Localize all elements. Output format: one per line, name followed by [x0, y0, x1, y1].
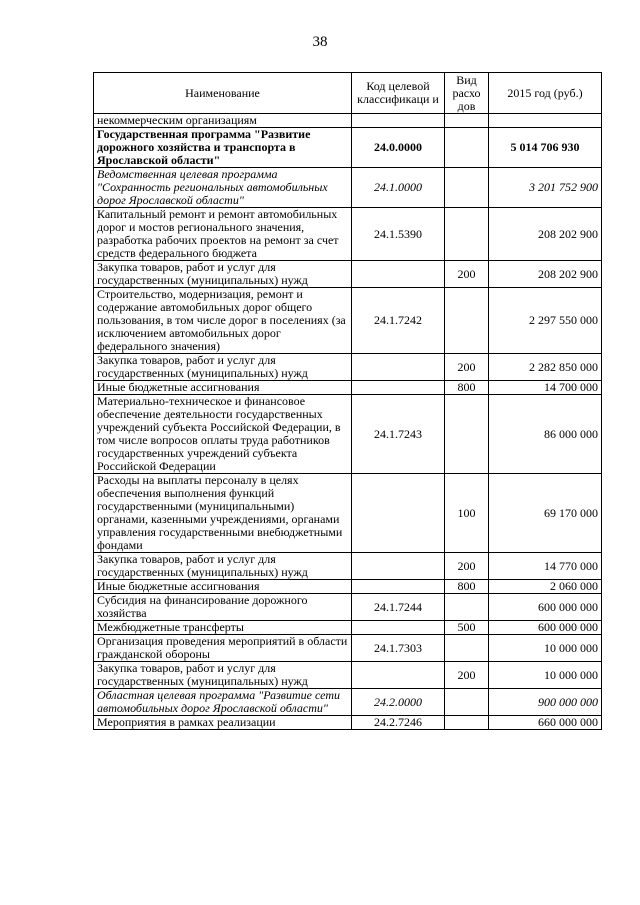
- cell-name: Закупка товаров, работ и услуг для государственных (муниципальных) нужд: [94, 261, 352, 288]
- cell-name: некоммерческим организациям: [94, 114, 352, 128]
- cell-code: [352, 114, 445, 128]
- cell-vid: [445, 114, 489, 128]
- table-row: [94, 594, 602, 621]
- header-code: Код целевой классификаци и: [352, 73, 445, 114]
- table-row: [94, 261, 602, 288]
- cell-name: Государственная программа "Развитие дорожного хозяйства и транспорта в Ярославской области": [94, 128, 352, 168]
- cell-amount: 14 700 000: [489, 381, 602, 395]
- cell-code: 24.2.0000: [352, 689, 445, 716]
- cell-vid: [445, 395, 489, 474]
- header-vid: Вид расхо дов: [445, 73, 489, 114]
- cell-vid: 200: [445, 662, 489, 689]
- cell-name: Ведомственная целевая программа "Сохранность региональных автомобильных дорог Ярославской области": [94, 168, 352, 208]
- cell-vid: 100: [445, 474, 489, 553]
- cell-code: 24.1.5390: [352, 208, 445, 261]
- cell-name: Закупка товаров, работ и услуг для государственных (муниципальных) нужд: [94, 354, 352, 381]
- cell-vid: 800: [445, 580, 489, 594]
- cell-code: 24.1.7303: [352, 635, 445, 662]
- table-row: [94, 288, 602, 354]
- table-row: [94, 662, 602, 689]
- table-row: [94, 114, 602, 128]
- cell-vid: [445, 635, 489, 662]
- cell-name: Субсидия на финансирование дорожного хозяйства: [94, 594, 352, 621]
- table-row: [94, 354, 602, 381]
- table-row: [94, 128, 602, 168]
- table-row: [94, 716, 602, 730]
- cell-amount: 208 202 900: [489, 208, 602, 261]
- header-name: Наименование: [94, 73, 352, 114]
- cell-name: Иные бюджетные ассигнования: [94, 381, 352, 395]
- cell-vid: [445, 716, 489, 730]
- cell-vid: [445, 288, 489, 354]
- cell-code: [352, 662, 445, 689]
- cell-amount: 3 201 752 900: [489, 168, 602, 208]
- cell-vid: [445, 689, 489, 716]
- cell-name: Закупка товаров, работ и услуг для государственных (муниципальных) нужд: [94, 553, 352, 580]
- table-row: [94, 689, 602, 716]
- budget-table: [93, 72, 602, 730]
- cell-name: Мероприятия в рамках реализации: [94, 716, 352, 730]
- table-header-row: [94, 73, 602, 114]
- cell-code: 24.0.0000: [352, 128, 445, 168]
- cell-amount: 14 770 000: [489, 553, 602, 580]
- cell-name: Капитальный ремонт и ремонт автомобильных дорог и мостов регионального значения, разработка рабочих проектов на ремонт за счет средств федерального бюджета: [94, 208, 352, 261]
- cell-amount: 2 297 550 000: [489, 288, 602, 354]
- cell-name: Материально-техническое и финансовое обеспечение деятельности государственных учреждений субъекта Российской Федерации, в том числе вопросов оплаты труда работников государственных учреждений субъекта Российской Федерации: [94, 395, 352, 474]
- cell-code: 24.1.7243: [352, 395, 445, 474]
- cell-amount: 660 000 000: [489, 716, 602, 730]
- cell-vid: [445, 208, 489, 261]
- cell-amount: 69 170 000: [489, 474, 602, 553]
- cell-amount: 2 282 850 000: [489, 354, 602, 381]
- cell-code: [352, 381, 445, 395]
- cell-name: Областная целевая программа "Развитие сети автомобильных дорог Ярославской области": [94, 689, 352, 716]
- table-row: [94, 580, 602, 594]
- cell-code: [352, 621, 445, 635]
- table-row: [94, 395, 602, 474]
- header-amount: 2015 год (руб.): [489, 73, 602, 114]
- cell-amount: 86 000 000: [489, 395, 602, 474]
- cell-name: Межбюджетные трансферты: [94, 621, 352, 635]
- cell-code: 24.1.7242: [352, 288, 445, 354]
- cell-name: Организация проведения мероприятий в области гражданской обороны: [94, 635, 352, 662]
- table-row: [94, 553, 602, 580]
- cell-code: [352, 580, 445, 594]
- cell-amount: 600 000 000: [489, 594, 602, 621]
- cell-code: [352, 261, 445, 288]
- table-row: [94, 168, 602, 208]
- cell-code: [352, 354, 445, 381]
- cell-name: Расходы на выплаты персоналу в целях обеспечения выполнения функций государственными (муниципальными) органами, казенными учреждениями, органами управления государственными внебюджетными фондами: [94, 474, 352, 553]
- cell-code: 24.2.7246: [352, 716, 445, 730]
- table-row: [94, 635, 602, 662]
- cell-name: Иные бюджетные ассигнования: [94, 580, 352, 594]
- cell-amount: 600 000 000: [489, 621, 602, 635]
- cell-amount: 2 060 000: [489, 580, 602, 594]
- cell-vid: 200: [445, 354, 489, 381]
- cell-amount: 10 000 000: [489, 662, 602, 689]
- cell-amount: [489, 114, 602, 128]
- cell-vid: 200: [445, 261, 489, 288]
- cell-amount: 900 000 000: [489, 689, 602, 716]
- table-row: [94, 474, 602, 553]
- cell-code: 24.1.7244: [352, 594, 445, 621]
- cell-code: [352, 553, 445, 580]
- cell-vid: 800: [445, 381, 489, 395]
- cell-code: [352, 474, 445, 553]
- table-row: [94, 621, 602, 635]
- cell-name: Закупка товаров, работ и услуг для государственных (муниципальных) нужд: [94, 662, 352, 689]
- cell-name: Строительство, модернизация, ремонт и содержание автомобильных дорог общего пользования, в том числе дорог в поселениях (за исключением автомобильных дорог федерального значения): [94, 288, 352, 354]
- table-row: [94, 208, 602, 261]
- cell-amount: 208 202 900: [489, 261, 602, 288]
- cell-amount: 10 000 000: [489, 635, 602, 662]
- cell-amount: 5 014 706 930: [489, 128, 602, 168]
- cell-vid: [445, 128, 489, 168]
- cell-vid: [445, 594, 489, 621]
- table-row: [94, 381, 602, 395]
- page-number: 38: [312, 34, 328, 50]
- cell-vid: 500: [445, 621, 489, 635]
- cell-vid: [445, 168, 489, 208]
- cell-code: 24.1.0000: [352, 168, 445, 208]
- cell-vid: 200: [445, 553, 489, 580]
